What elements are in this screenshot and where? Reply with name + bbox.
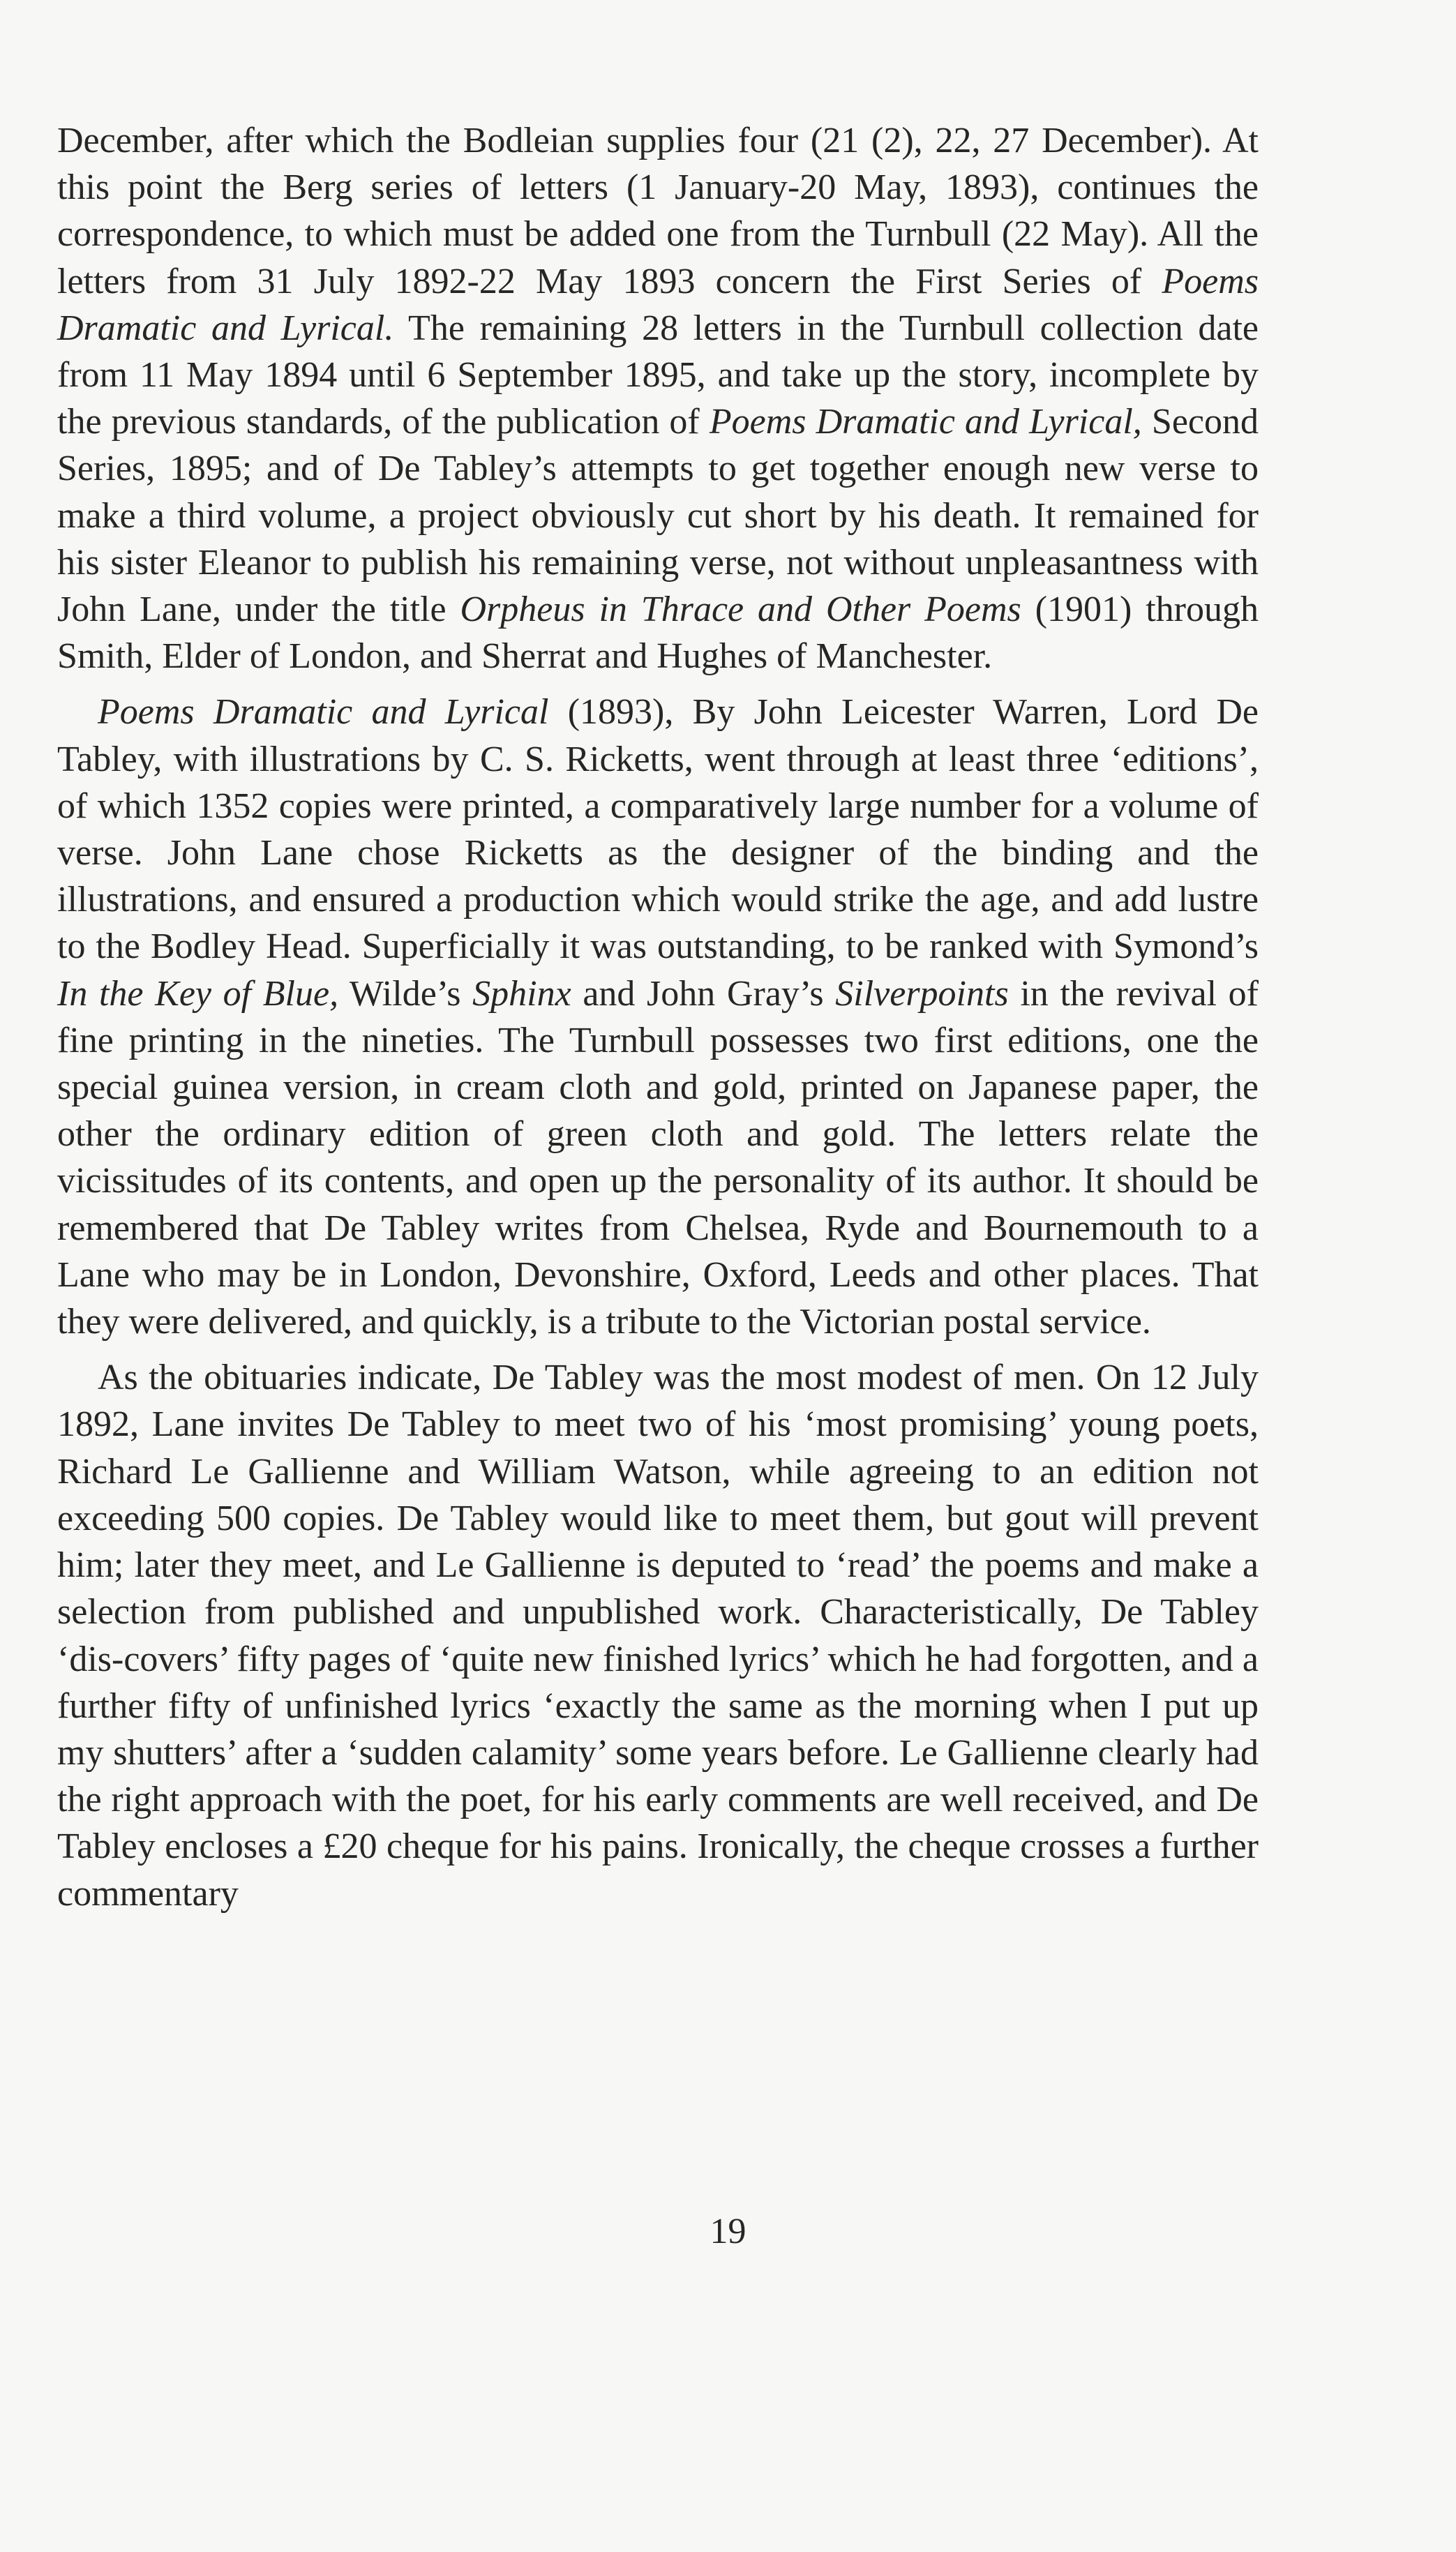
italic-title: Sphinx xyxy=(472,973,571,1014)
italic-title: Orpheus in Thrace and Other Poems xyxy=(460,590,1021,630)
text-run: December, after which the Bodleian supplies four (21 (2), 22, 27 December). At this point the Berg series of letters (1 January-20 May, 1893), continues the correspondence, to which must be added one from the Turnbull (22 May). All the letters from 31 July 1892-22 May 1893 concern the First Series of xyxy=(57,121,1259,301)
italic-title: Poems Dramatic and Lyrical. xyxy=(57,261,1259,348)
text-run: Wilde’s xyxy=(338,973,473,1014)
italic-title: Poems Dramatic and Lyrical, xyxy=(709,402,1142,442)
text-run: Second Series, 1895; and of De Tabley’s attempts to get together enough new verse to make a third volume, a project obviously cut short by his death. It remained for his sister Eleanor to publish his remaining verse, not without unpleasantness with John Lane, under the title xyxy=(57,402,1259,630)
paragraph xyxy=(57,689,1259,1345)
paragraph xyxy=(57,117,1259,680)
text-run: and John Gray’s xyxy=(571,973,836,1014)
page-number: 19 xyxy=(710,2212,746,2251)
text-run: The remaining 28 letters in the Turnbull collection date from 11 May 1894 until 6 September 1895, and take up the story, incomplete by the previous standards, of the publication of xyxy=(57,308,1259,442)
paragraph xyxy=(57,1354,1259,1916)
text-run: As the obituaries indicate, De Tabley was the most modest of men. On 12 July 1892, Lane invites De Tabley to meet two of his ‘most promising’ young poets, Richard Le Gallienne and William Watson, while agreeing to an edition not exceeding 500 copies. De Tabley would like to meet them, but gout will prevent him; later they meet, and Le Gallienne is deputed to ‘read’ the poems and make a selection from published and unpublished work. Characteristically, De Tabley ‘dis-covers’ fifty pages of ‘quite new finished lyrics’ which he had forgotten, and a further fifty of unfinished lyrics ‘exactly the same as the morning when I put up my shutters’ after a ‘sudden calamity’ some years before. Le Gallienne clearly had the right approach with the poet, for his early comments are well received, and De Tabley encloses a £20 cheque for his pains. Ironically, the cheque crosses a further commentary xyxy=(57,1358,1259,1914)
text-run: (1893), By John Leicester Warren, Lord De Tabley, with illustrations by C. S. Ricketts, went through at least three ‘editions’, of which 1352 copies were printed, a comparatively large number for a volume of verse. John Lane chose Ricketts as the designer of the binding and the illustrations, and ensured a production which would strike the age, and add lustre to the Bodley Head. Superficially it was outstanding, to be ranked with Symond’s xyxy=(57,692,1259,967)
text-run: in the revival of fine printing in the nineties. The Turnbull possesses two first editions, one the special guinea version, in cream cloth and gold, printed on Japanese paper, the other the ordinary edition of green cloth and gold. The letters relate the vicissitudes of its contents, and open up the personality of its author. It should be remembered that De Tabley writes from Chelsea, Ryde and Bournemouth to a Lane who may be in London, Devonshire, Oxford, Leeds and other places. That they were delivered, and quickly, is a tribute to the Victorian postal service. xyxy=(57,973,1259,1342)
italic-title: Poems Dramatic and Lyrical xyxy=(98,692,549,733)
body-text xyxy=(57,117,1259,1917)
italic-title: Silverpoints xyxy=(835,973,1009,1014)
text-run: (1901) through Smith, Elder of London, and Sherrat and Hughes of Manchester. xyxy=(57,590,1259,677)
italic-title: In the Key of Blue, xyxy=(57,973,339,1014)
